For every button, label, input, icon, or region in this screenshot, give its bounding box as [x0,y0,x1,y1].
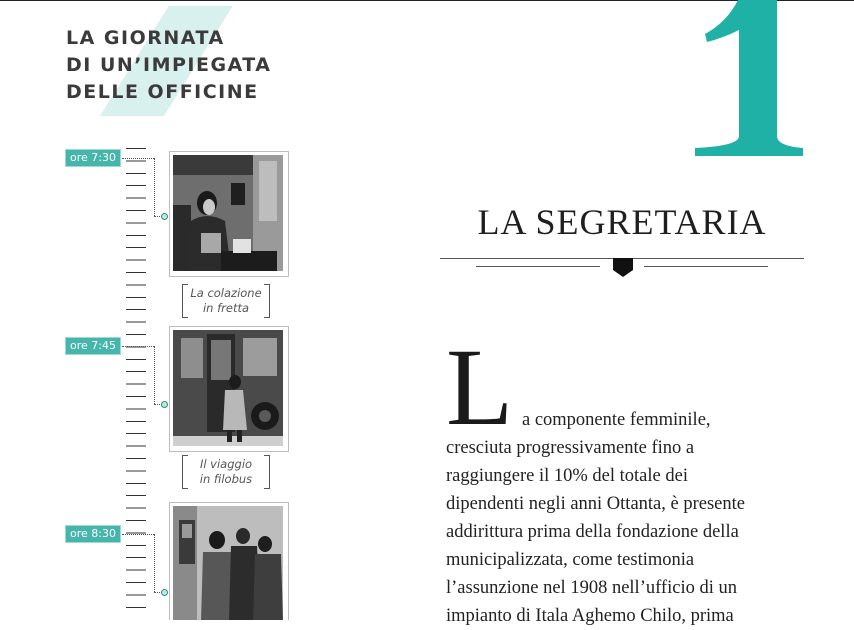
series-title-line-3: DELLE OFFICINE [66,81,259,103]
caption-bracket-right [264,284,270,318]
woman-boarding-trolleybus-photo [173,330,283,446]
caption-1-line-1: La colazione [190,286,262,300]
connector-2-vertical [154,346,155,404]
workers-clocking-in-photo [173,506,283,620]
article-line-5: addirittura prima della fondazione della [446,522,739,542]
caption-bracket-left [182,455,188,489]
caption-bracket-left [182,284,188,318]
article-line-2: cresciuta progressivamente fino a [446,438,695,458]
article-line-1: a componente femminile, [522,410,711,430]
connector-2-top [122,346,154,347]
chapter-numeral [693,0,805,160]
caption-2 [182,457,270,487]
caption-bracket-right [264,455,270,489]
timeline-ruler [126,148,146,619]
connector-1-vertical [154,158,155,216]
photo-breakfast [169,151,289,277]
time-tag-1: ore 7:30 [66,150,120,166]
connector-3-top [122,534,154,535]
woman-at-breakfast-photo [173,155,283,271]
photo-clocking-in [169,502,289,620]
connector-1-top [122,158,154,159]
time-tag-2: ore 7:45 [66,338,120,354]
drop-cap: L [446,326,514,448]
connector-3-vertical [154,534,155,592]
chapter-title: LA SEGRETARIA [477,202,767,242]
title-rule-right [644,266,768,267]
article-line-7: l’assunzione nel 1908 nell’ufficio di un [446,578,737,598]
caption-1-line-2: in fretta [202,301,250,315]
article-line-6: municipalizzata, come testimonia [446,550,695,570]
photo-trolleybus [169,326,289,452]
series-title-line-2: DI UN’IMPIEGATA [66,54,272,76]
caption-2-line-1: Il viaggio [199,457,253,471]
caption-1 [182,286,270,316]
article-line-4: dipendenti negli anni Ottanta, è presente [446,494,745,514]
connector-dot-3 [161,589,168,596]
connector-dot-2 [161,401,168,408]
time-tag-3: ore 8:30 [66,526,120,542]
caption-2-line-2: in filobus [199,472,253,486]
article-body [446,406,786,630]
article-line-3: raggiungere il 10% del totale dei [446,466,688,486]
series-title-line-1: LA GIORNATA [66,27,225,49]
article-line-8: impianto di Itala Aghemo Chilo, prima [446,606,734,626]
connector-dot-1 [161,213,168,220]
ornament-icon [612,258,634,278]
series-title [66,25,271,106]
title-rule-left [476,266,600,267]
